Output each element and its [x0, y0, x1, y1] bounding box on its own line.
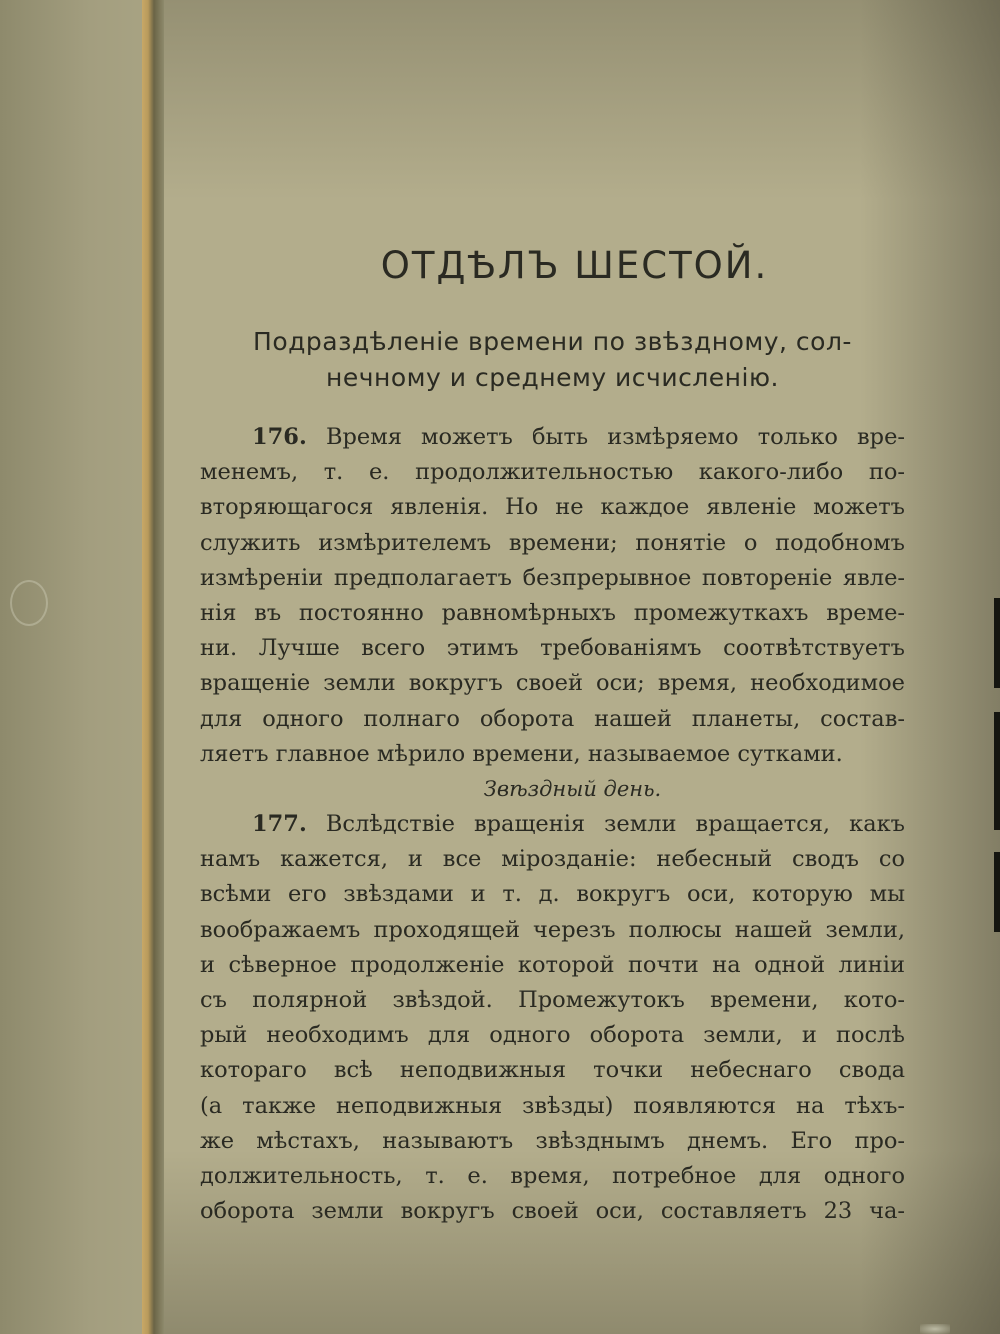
text-line: нія въ постоянно равномѣрныхъ промежуткахъ време- [200, 599, 905, 626]
section-subtitle-line: Подраздѣленіе времени по звѣздному, сол- [253, 327, 852, 356]
text-line: 177. Вслѣдствіе вращенія земли вращается, какъ [252, 811, 905, 838]
page-edge-tab [994, 712, 1000, 830]
text-line: воображаемъ проходящей черезъ полюсы нашей земли, [200, 916, 905, 943]
text-line: же мѣстахъ, называютъ звѣзднымъ днемъ. Его про- [200, 1127, 905, 1154]
section-subtitle [200, 324, 905, 396]
text-line: и сѣверное продолженіе которой почти на одной линіи [200, 951, 905, 978]
text-line: 176. Время можетъ быть измѣряемо только вре- [252, 424, 905, 450]
text-line: всѣми его звѣздами и т. д. вокругъ оси, которую мы [200, 881, 905, 908]
page-corner-glare [920, 1324, 950, 1334]
text-line: рый необходимъ для одного оборота земли, и послѣ [200, 1022, 905, 1049]
text-line: намъ кажется, и все мірозданіе: небесный сводъ со [200, 846, 905, 873]
text-line: съ полярной звѣздой. Промежутокъ времени, кото- [200, 987, 905, 1013]
text-line: должительность, т. е. время, потребное для одного [200, 1162, 905, 1189]
section-title: ОТДѢЛЪ ШЕСТОЙ. [380, 244, 769, 287]
paragraph-number: 176. [252, 424, 307, 450]
text-line: оборота земли вокругъ своей оси, составляетъ 23 ча- [200, 1198, 905, 1225]
subheading: Звѣздный день. [483, 776, 662, 801]
text-line: (а также неподвижныя звѣзды) появляются на тѣхъ- [200, 1092, 905, 1119]
body-text [200, 420, 905, 1229]
text-line: служить измѣрителемъ времени; понятіе о подобномъ [200, 529, 905, 556]
page-edge-tab [994, 598, 1000, 688]
text-line: менемъ, т. е. продолжительностью какого-либо по- [200, 459, 905, 486]
text-line: вторяющагося явленія. Но не каждое явленіе можетъ [200, 494, 905, 521]
text-line: для одного полнаго оборота нашей планеты, состав- [200, 705, 905, 732]
circle-mark-icon [10, 580, 48, 626]
text-line: ляетъ главное мѣрило времени, называемое сутками. [200, 740, 843, 767]
book-gutter [142, 0, 164, 1334]
paragraph-number: 177. [252, 811, 307, 838]
text-line: измѣреніи предполагаетъ безпрерывное повтореніе явле- [200, 564, 905, 591]
text-line: ни. Лучше всего этимъ требованіямъ соотвѣтствуетъ [200, 635, 905, 662]
facing-page-edge [0, 0, 150, 1334]
section-subtitle-line: нечному и среднему исчисленію. [326, 363, 779, 392]
page-edge-tab [994, 852, 1000, 932]
text-line: котораго всѣ неподвижныя точки небеснаго свода [200, 1057, 905, 1084]
page-text [200, 236, 905, 1229]
text-line: вращеніе земли вокругъ своей оси; время, необходимое [200, 670, 905, 697]
